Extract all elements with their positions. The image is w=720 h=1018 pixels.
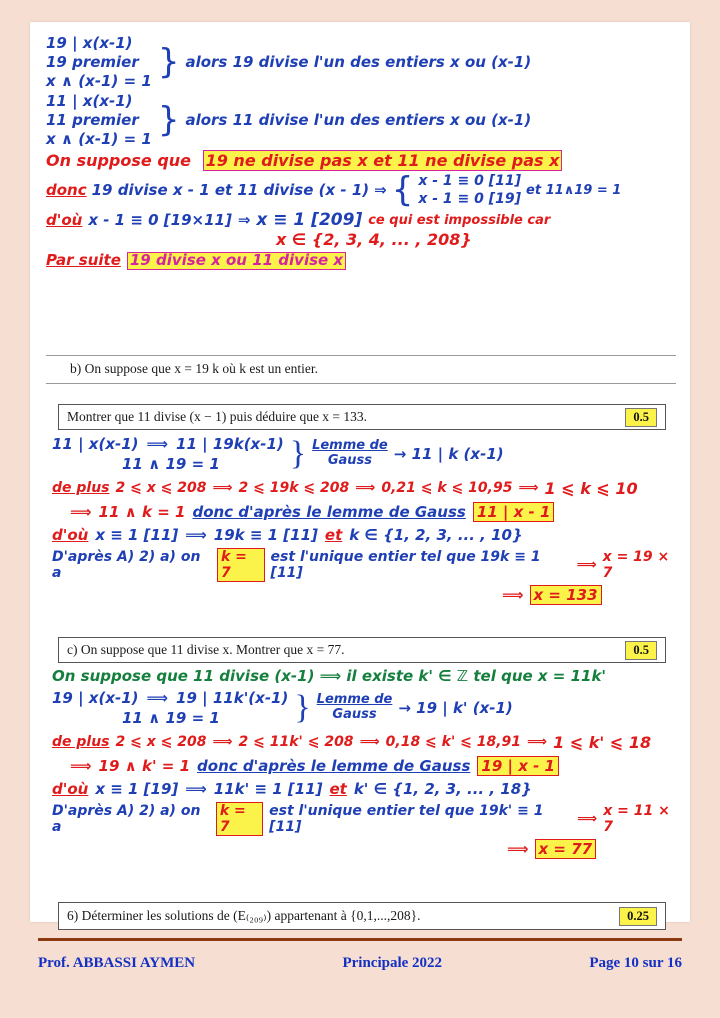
pc-l1-right-text: 19 | k' (x-1) [416,699,513,718]
part-c-work [52,667,682,859]
pc-l5-b: est l'unique entier tel que 19k' ≡ 1 [11] [269,802,544,835]
footer-page-number: Page 10 sur 16 [589,955,682,971]
part-c-statement: c) On suppose que 11 divise x. Montrer que x = 77. [67,642,345,657]
footer-exam: Principale 2022 [342,955,443,971]
block1-line-1: 19 | x(x-1) [46,34,133,52]
donc-arrow: ⇒ [374,180,387,199]
par-suite-highlight: 19 divise x ou 11 divise x [127,252,346,270]
pc-l6-arrow: ⟹ [507,839,529,858]
suppose-prefix: On suppose que [46,150,192,170]
block2-line-3: x ∧ (x-1) = 1 [46,129,152,148]
question-b-text: b) On suppose que x = 19 k où k est un entier. [70,361,318,376]
pb-l2-c: 0,21 ⩽ k ⩽ 10,95 [381,480,513,496]
document-page [30,22,690,922]
pb-l2-d: 1 ⩽ k ⩽ 10 [544,478,638,498]
block1-conclusion: alors 19 divise l'un des entiers x ou (x-1) [185,53,532,72]
pc-l2-arrow-2: ⟹ [359,734,380,750]
pb-l4-c: k ∈ {1, 2, 3, ... , 10} [349,525,523,544]
pb-l3-highlight: 11 | x - 1 [473,502,555,522]
part-c-line-4 [52,780,682,798]
pc-l5-c: x = 11 × 7 [603,802,670,835]
donc-system-2: x - 1 ≡ 0 [19] [418,191,522,208]
part-b-line-5 [52,548,682,582]
donc-system-1: x - 1 ≡ 0 [11] [418,173,522,190]
pc-l4-a: x ≡ 1 [19] [95,779,179,798]
question-6-points: 0.25 [619,907,657,926]
pb-l5-c: x = 19 × 7 [602,548,670,581]
brace-icon: } [289,435,307,473]
pc-l5-box: k = 7 [216,802,263,836]
dou-arrow: ⇒ [237,210,251,229]
block1-line-3: x ∧ (x-1) = 1 [46,71,152,90]
pb-l1-right: → 11 | k (x-1) [393,445,504,464]
pc-l1-arrow: ⟹ [146,689,169,707]
lemme-gauss-label [317,693,393,723]
pc-l2-prefix: de plus [52,734,110,750]
pb-l4-et: et [324,525,343,544]
pb-l2-prefix: de plus [52,480,110,496]
pc-l5-arrow: ⟹ [577,810,598,827]
pc-l1-cond: 11 ∧ 19 = 1 [122,709,220,728]
pc-l3-b: donc d'après le lemme de Gauss [197,756,471,775]
part-c-line-3: ⟹ 19 ∧ k' = 1 donc d'après le lemme de Gauss 19 | x - 1 [70,756,682,776]
pb-l1-right-text: 11 | k (x-1) [411,445,504,464]
dou-comment: ce qui est impossible car [368,212,551,228]
part-b-statement-box [58,404,666,430]
pc-l2-c: 0,18 ⩽ k' ⩽ 18,91 [385,734,522,750]
part-c-points: 0.5 [625,641,657,660]
lemme-top: Lemme de [316,692,393,708]
pb-l5-arrow: ⟹ [576,556,597,573]
pc-l4-b: 11k' ≡ 1 [11] [213,779,323,798]
pb-l4-a: x ≡ 1 [11] [95,525,179,544]
part-c-line-1 [52,688,682,729]
part-c-line-2 [52,733,682,752]
pb-l4-b: 19k ≡ 1 [11] [213,525,318,544]
question-6-text: 6) Déterminer les solutions de (E₍₂₀₉₎) appartenant à {0,1,...,208}. [67,908,421,923]
part-b-statement: Montrer que 11 divise (x − 1) puis déduire que x = 133. [67,409,368,424]
par-suite-line [46,252,676,270]
pc-l2-a: 2 ⩽ x ⩽ 208 [115,734,207,750]
pc-l4-et: et [329,779,347,798]
footer-divider [38,938,682,941]
pc-l2-arrow-3: ⟹ [527,734,548,750]
pc-l2-arrow-1: ⟹ [212,734,233,750]
part-b-work [52,434,682,605]
divider [46,383,676,384]
brace-icon: } [157,41,180,82]
pb-l5-a: D'après A) 2) a) on a [52,548,201,581]
donc-text: 19 divise x - 1 et 11 divise (x - 1) [91,180,370,199]
handwritten-block-1 [46,34,676,90]
dou-word: d'où [46,210,83,229]
pc-line-0: On suppose que 11 divise (x-1) ⟹ il existe k' ∈ ℤ tel que x = 11k' [52,667,607,685]
dou-comment-2-text: x ∈ {2, 3, 4, ... , 208} [276,229,472,249]
pc-l5-a: D'après A) 2) a) on a [52,802,201,835]
part-b-line-6 [502,585,682,605]
brace-icon: } [157,100,180,141]
pb-l2-b: 2 ⩽ 19k ⩽ 208 [238,480,350,496]
brace-icon: } [294,689,311,727]
pb-l1-mid: 11 | 19k(x-1) [176,435,284,453]
suppose-line [46,150,676,170]
pb-l5-b: est l'unique entier tel que 19k ≡ 1 [11] [270,548,541,581]
suppose-highlight: 19 ne divise pas x et 11 ne divise pas x [203,150,563,171]
lemme-gauss-label [312,439,388,469]
pb-l2-arrow-2: ⟹ [355,480,376,496]
dou-result: x ≡ 1 [209] [256,209,363,230]
handwritten-top-section [46,34,676,271]
brace-icon: { [391,170,414,211]
pb-l1-left: 11 | x(x-1) [52,435,139,453]
pb-l4-word: d'où [52,525,89,544]
footer-author: Prof. ABBASSI AYMEN [38,955,196,971]
lemme-top: Lemme de [312,438,388,454]
block1-line-2: 19 premier [46,52,139,71]
pc-l3-highlight: 19 | x - 1 [477,756,559,776]
pb-l4-arrow: ⟹ [185,525,207,544]
pc-l2-d: 1 ⩽ k' ⩽ 18 [553,732,652,752]
question-6-box [58,902,666,930]
part-b-points: 0.5 [625,408,657,427]
question-b-row [46,355,676,384]
block2-line-2: 11 premier [46,111,139,129]
pc-l1-right: → 19 | k' (x-1) [398,699,513,718]
pb-l2-arrow-3: ⟹ [518,480,539,496]
pb-l5-box: k = 7 [217,548,265,582]
part-b-line-1 [52,434,682,475]
donc-line [46,170,676,211]
dou-comment-2 [276,229,676,249]
block2-conclusion: alors 11 divise l'un des entiers x ou (x-1) [185,111,532,130]
pb-l3-a: 11 ∧ k = 1 [98,502,186,521]
pb-l6-arrow: ⟹ [502,585,524,604]
dou-text: x - 1 ≡ 0 [19×11] [88,210,232,229]
pc-l3-a: 19 ∧ k' = 1 [98,756,191,775]
pc-l6-box: x = 77 [535,839,597,859]
part-c-line-6 [507,839,682,859]
part-b-line-3: ⟹ 11 ∧ k = 1 donc d'après le lemme de Gauss 11 | x - 1 [70,502,682,522]
part-c-statement-box [58,637,666,663]
pc-l4-arrow: ⟹ [185,779,207,798]
par-suite-word: Par suite [46,251,121,270]
lemme-bottom: Gauss [332,707,377,723]
part-c-line-5 [52,802,682,836]
part-b-line-2 [52,479,682,498]
pc-l2-b: 2 ⩽ 11k' ⩽ 208 [238,734,354,750]
pb-l2-arrow-1: ⟹ [212,480,233,496]
donc-word: donc [46,180,87,199]
part-b-line-4 [52,526,682,544]
pb-l1-arrow: ⟹ [146,435,169,453]
handwritten-block-2 [46,92,676,148]
block2-line-1: 11 | x(x-1) [46,92,133,111]
donc-tail: et 11∧19 = 1 [526,182,622,198]
dou-line [46,209,676,230]
page-footer [38,955,682,972]
pc-l4-c: k' ∈ {1, 2, 3, ... , 18} [353,779,532,798]
pb-l2-a: 2 ⩽ x ⩽ 208 [115,480,207,496]
pc-l4-word: d'où [52,779,89,798]
pb-l1-cond: 11 ∧ 19 = 1 [122,455,220,474]
pb-l3-b: donc d'après le lemme de Gauss [192,502,466,521]
pb-l6-box: x = 133 [530,585,602,605]
lemme-bottom: Gauss [327,453,372,469]
pc-l1-left: 19 | x(x-1) [52,689,139,707]
pc-l1-mid: 19 | 11k'(x-1) [176,689,289,707]
